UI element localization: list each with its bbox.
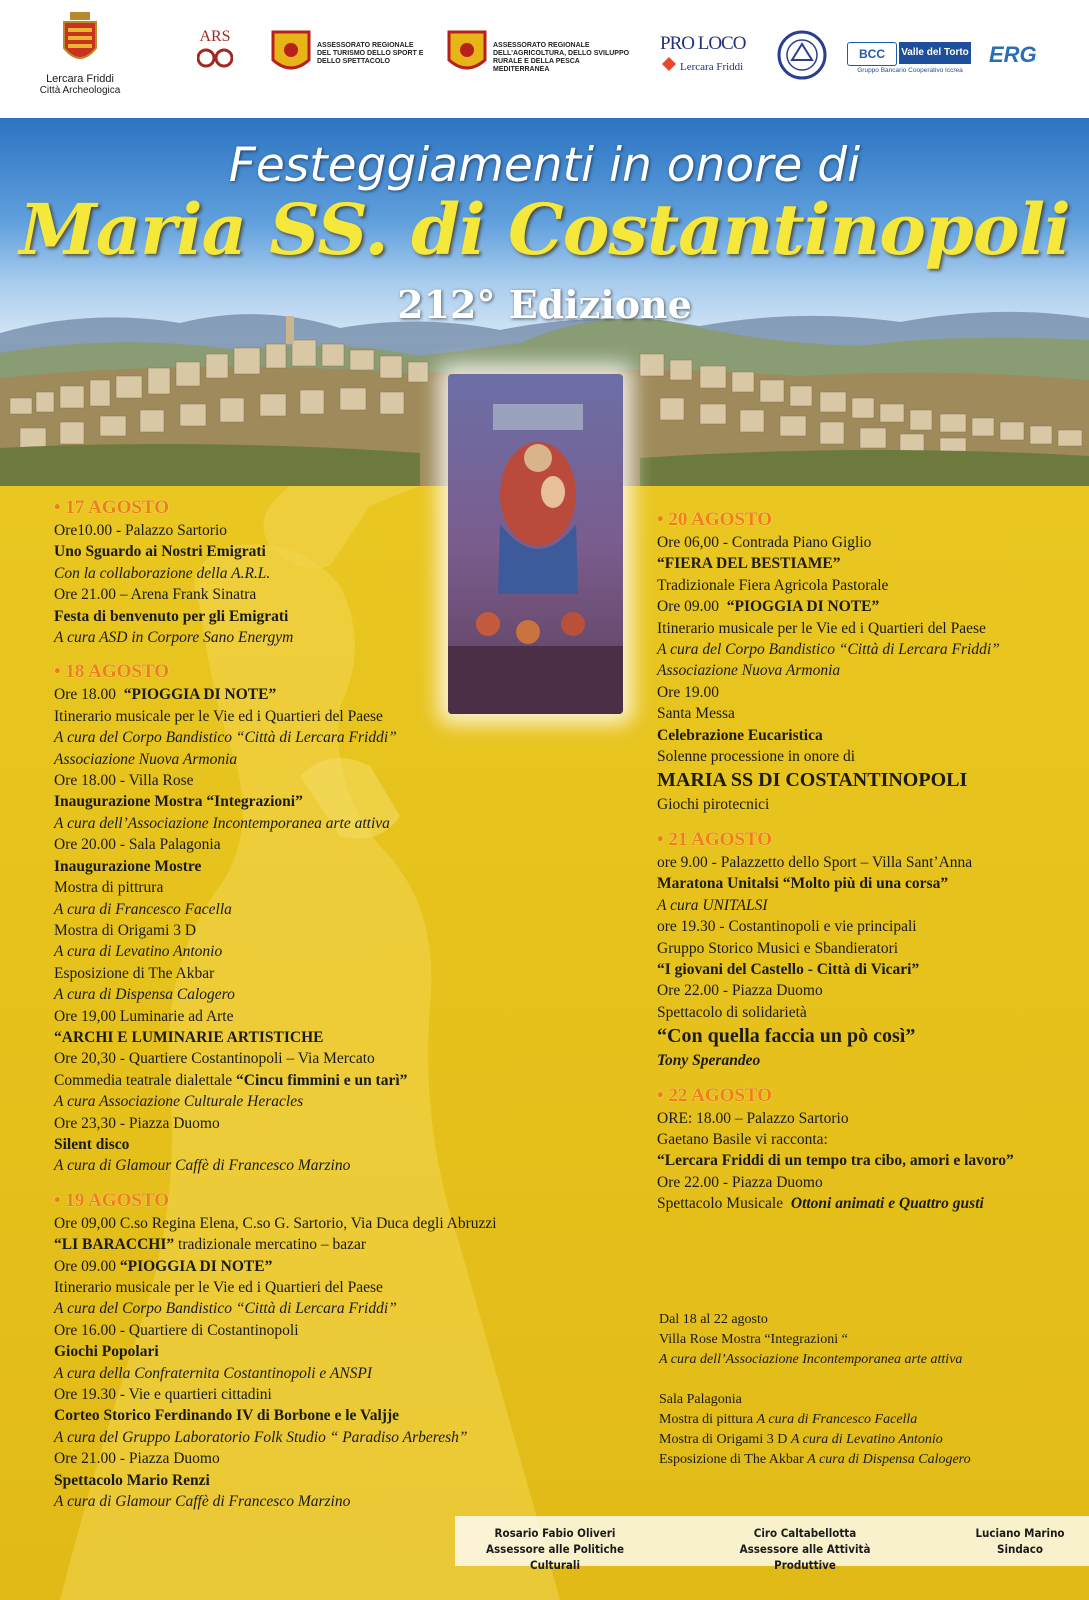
event-time: ore 19.30 - Costantinopoli e vie principali: [657, 918, 917, 936]
event-desc: Gaetano Basile vi racconta:: [657, 1130, 828, 1148]
program-right-column: [657, 508, 1077, 1215]
signer-name: Rosario Fabio Oliveri: [494, 1526, 616, 1540]
event-title: Corteo Storico Ferdinando IV di Borbone e le Valjje: [54, 1407, 400, 1425]
event-desc: Esposizione di The Akbar: [54, 964, 215, 982]
ars-logo: ARS: [195, 28, 235, 75]
edition-label: 212° Edizione: [397, 282, 692, 327]
event-time: Ore 20,30 - Quartiere Costantinopoli – Via Mercato: [54, 1050, 375, 1068]
event-desc: Mostra di Origami 3 D: [54, 921, 197, 939]
event-time: Ore 21.00 - Piazza Duomo: [54, 1450, 220, 1468]
event-credit: A cura di Levatino Antonio: [54, 943, 223, 961]
date-17-agosto: • 17 AGOSTO: [54, 497, 170, 518]
round-emblem-icon: [777, 30, 827, 80]
event-credit: Con la collaborazione della A.R.L.: [54, 564, 271, 582]
proloco-logo: PRO LOCO Lercara Friddi: [660, 33, 746, 73]
event-time: Ore 23,30 - Piazza Duomo: [54, 1114, 220, 1132]
event-desc: Spettacolo di solidarietà: [657, 1003, 807, 1021]
event-title: “I giovani del Castello - Città di Vicari”: [657, 960, 920, 978]
event-credit: A cura del Corpo Bandistico “Città di Lercara Friddi”: [54, 729, 397, 747]
event-time: Ore 19.30 - Vie e quartieri cittadini: [54, 1386, 272, 1404]
event-time: Ore 22.00 - Piazza Duomo: [657, 1173, 823, 1191]
event-performer: Tony Sperandeo: [657, 1052, 761, 1070]
note-line: Villa Rose Mostra “Integrazioni “: [659, 1332, 848, 1347]
event-title: Maratona Unitalsi “Molto più di una corsa”: [657, 875, 949, 893]
event-time: Ore10.00 - Palazzo Sartorio: [54, 522, 228, 539]
event-title: Festa di benvenuto per gli Emigrati: [54, 607, 289, 625]
note-line: Mostra di pittura A cura di Francesco Facella: [659, 1412, 918, 1427]
signer-role: Assessore alle Politiche Culturali: [486, 1542, 624, 1572]
event-desc: Giochi pirotecnici: [657, 796, 770, 814]
event-credit: A cura del Corpo Bandistico “Città di Lercara Friddi”: [54, 1300, 397, 1318]
signer-name: Luciano Marino: [975, 1526, 1065, 1540]
event-title: “FIERA DEL BESTIAME”: [657, 555, 841, 573]
event-time: ore 9.00 - Palazzetto dello Sport – Villa Sant’Anna: [657, 853, 973, 871]
event-title: Uno Sguardo ai Nostri Emigrati: [54, 543, 266, 561]
event-time: ORE: 18.00 – Palazzo Sartorio: [657, 1109, 849, 1127]
event-credit: A cura UNITALSI: [657, 896, 768, 914]
event-credit: A cura di Francesco Facella: [54, 900, 232, 918]
title-line-1: Festeggiamenti in onore di: [228, 138, 861, 193]
event-credit: A cura di Glamour Caffè di Francesco Marzino: [54, 1493, 351, 1511]
event-time: Ore 21.00 – Arena Frank Sinatra: [54, 586, 257, 604]
note-line: Sala Palagonia: [659, 1392, 742, 1407]
note-line: A cura dell’Associazione Incontemporanea arte attiva: [659, 1352, 963, 1367]
event-title: Silent disco: [54, 1135, 130, 1153]
event-title: Spettacolo Mario Renzi: [54, 1471, 210, 1489]
date-19-agosto: • 19 AGOSTO: [54, 1189, 170, 1211]
date-18-agosto: • 18 AGOSTO: [54, 661, 170, 683]
program-left-column: [54, 496, 644, 1512]
event-highlight: “Con quella faccia un pò così”: [657, 1025, 916, 1048]
signatures-footer: [455, 1516, 1089, 1572]
event-time: Ore 09,00 C.so Regina Elena, C.so G. Sartorio, Via Duca degli Abruzzi: [54, 1214, 497, 1232]
event-time: Ore 22.00 - Piazza Duomo: [657, 982, 823, 1000]
event-time: Ore 19,00 Luminarie ad Arte: [54, 1007, 234, 1025]
event-line: Spettacolo Musicale Ottoni animati e Quattro gusti: [657, 1195, 984, 1213]
signature-assessore-cultura: [470, 1525, 640, 1573]
event-line: “LI BARACCHI” tradizionale mercatino – bazar: [54, 1236, 367, 1254]
event-credit: Associazione Nuova Armonia: [657, 662, 841, 680]
event-desc: Tradizionale Fiera Agricola Pastorale: [657, 576, 889, 594]
note-line: Dal 18 al 22 agosto: [659, 1312, 768, 1327]
proloco-diamond-icon: [662, 57, 676, 71]
ars-emblem-icon: [197, 46, 233, 70]
event-credit: A cura dell’Associazione Incontemporanea arte attiva: [54, 814, 390, 832]
sponsor-header: Lercara Friddi Città Archeologica ARS ASSESSORATO REGIONALE DEL TURISMO DELLO SPORT E DELLO SPETTACOLO ASSESSORATO REGIONALE DELL'AGRICOLTURA, DELLO SVILUPPO RURALE E DELLA PESCA MEDITERRANEA PRO LOCO Lercara Friddi BCC Valle del Torto Gruppo Bancario Cooperativo Iccrea ERG: [0, 0, 1089, 118]
signer-name: Ciro Caltabellotta: [753, 1526, 857, 1540]
coat-of-arms-icon: [60, 12, 100, 68]
event-highlight: MARIA SS DI COSTANTINOPOLI: [657, 769, 968, 792]
event-title: Giochi Popolari: [54, 1343, 159, 1361]
note-line: Mostra di Origami 3 D A cura di Levatino Antonio: [659, 1432, 943, 1447]
date-21-agosto: • 21 AGOSTO: [657, 828, 773, 850]
note-line: Esposizione di The Akbar A cura di Dispensa Calogero: [659, 1452, 971, 1467]
association-round-logo: [777, 30, 827, 85]
event-line: Commedia teatrale dialettale “Cincu fimmini e un tarì”: [54, 1071, 408, 1089]
signature-sindaco: [965, 1525, 1075, 1557]
trinacria-shield-icon: [447, 30, 487, 76]
date-22-agosto: • 22 AGOSTO: [657, 1084, 773, 1106]
event-credit: A cura ASD in Corpore Sano Energym: [54, 629, 294, 647]
exhibitions-note: [659, 1310, 971, 1470]
event-desc: Itinerario musicale per le Vie ed i Quartieri del Paese: [54, 1279, 383, 1296]
note-spacer: [659, 1370, 971, 1390]
event-credit: A cura di Glamour Caffè di Francesco Marzino: [54, 1157, 351, 1175]
signature-assessore-attivita: [715, 1525, 895, 1573]
event-desc: Gruppo Storico Musici e Sbandieratori: [657, 939, 899, 957]
event-credit: Associazione Nuova Armonia: [54, 750, 238, 768]
event-title: Inaugurazione Mostre: [54, 857, 202, 875]
event-credit: A cura della Confraternita Costantinopoli e ANSPI: [54, 1364, 373, 1382]
event-time: Ore 20.00 - Sala Palagonia: [54, 836, 221, 854]
event-desc: Santa Messa: [657, 705, 735, 723]
trinacria-shield-icon: [271, 30, 311, 76]
event-title: Celebrazione Eucaristica: [657, 726, 823, 744]
event-time: Ore 19.00: [657, 683, 719, 701]
signer-role: Sindaco: [997, 1542, 1043, 1556]
event-credit: A cura Associazione Culturale Heracles: [54, 1093, 304, 1111]
event-line: Ore 09.00 “PIOGGIA DI NOTE”: [657, 598, 880, 616]
event-line: Ore 18.00 “PIOGGIA DI NOTE”: [54, 686, 277, 704]
event-desc: Mostra di pittrura: [54, 879, 164, 897]
event-time: Ore 18.00 - Villa Rose: [54, 772, 194, 790]
event-desc: Itinerario musicale per le Vie ed i Quartieri del Paese: [54, 707, 383, 725]
event-credit: A cura del Gruppo Laboratorio Folk Studio “ Paradiso Arberesh”: [54, 1428, 468, 1446]
event-credit: A cura del Corpo Bandistico “Città di Lercara Friddi”: [657, 641, 1000, 659]
signer-role: Assessore alle Attività Produttive: [739, 1542, 871, 1572]
event-desc: Itinerario musicale per le Vie ed i Quartieri del Paese: [657, 619, 986, 637]
event-desc: Solenne processione in onore di: [657, 748, 856, 766]
event-line: Ore 09.00 “PIOGGIA DI NOTE”: [54, 1257, 273, 1275]
event-title: “ARCHI E LUMINARIE ARTISTICHE: [54, 1028, 324, 1046]
comune-logo: Lercara Friddi Città Archeologica: [30, 12, 130, 97]
erg-logo: ERG: [989, 42, 1037, 67]
date-20-agosto: • 20 AGOSTO: [657, 509, 773, 530]
event-credit: A cura di Dispensa Calogero: [54, 986, 235, 1004]
event-title: Inaugurazione Mostra “Integrazioni”: [54, 793, 303, 811]
event-title: “Lercara Friddi di un tempo tra cibo, amori e lavoro”: [657, 1152, 1014, 1170]
event-time: Ore 06,00 - Contrada Piano Giglio: [657, 534, 872, 551]
event-time: Ore 16.00 - Quartiere di Costantinopoli: [54, 1321, 299, 1339]
title-line-2: Maria SS. di Costantinopoli: [19, 188, 1070, 271]
